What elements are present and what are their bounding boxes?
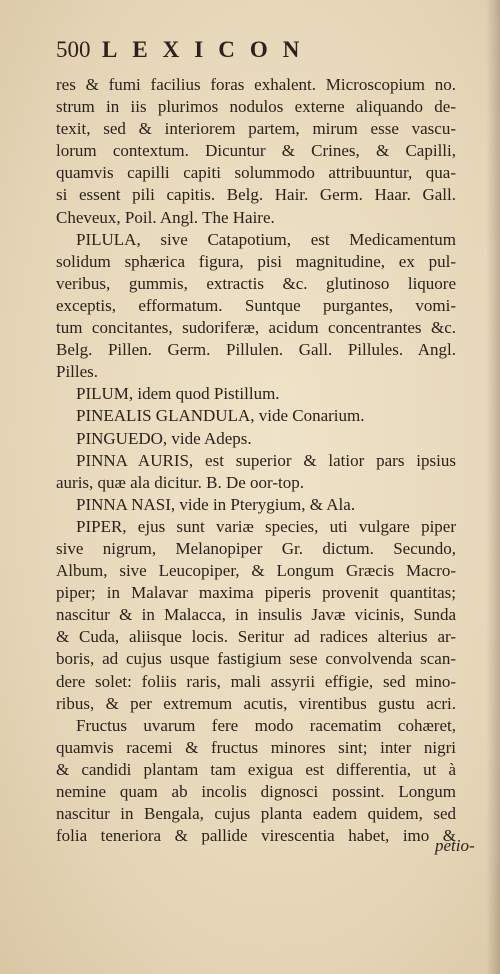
page-number: 500 (56, 37, 91, 62)
text-line: Belg. Pillen. Germ. Pillulen. Gall. Pillules. Angl. (56, 340, 456, 360)
text-line: lorum contextum. Dicuntur & Crines, & Capilli, (56, 141, 456, 161)
text-line: solidum sphærica figura, pisi magnitudine, ex pul- (56, 251, 456, 271)
text-line: Fructus uvarum fere modo racematim cohæret, (76, 715, 456, 735)
text-line: Cheveux, Poil. Angl. The Haire. (56, 207, 275, 227)
body-text (56, 74, 456, 847)
entry-heading-line: PILUM, idem quod Pistillum. (76, 384, 280, 404)
entry-heading-line: PINEALIS GLANDULA, vide Conarium. (76, 406, 365, 426)
text-line: veribus, gummis, extractis &c. glutinoso liquore (56, 273, 456, 293)
text-line: auris, quæ ala dicitur. B. De oor-top. (56, 472, 305, 492)
text-line: si essent pili capitis. Belg. Hair. Germ. Haar. Gall. (56, 185, 456, 205)
text-line: nascitur in Bengala, cujus planta eadem quidem, sed (56, 804, 456, 824)
text-line: dere solet: foliis raris, mali assyrii effigie, sed mino- (56, 671, 456, 691)
entry-heading-line: PINNA AURIS, est superior & latior pars ipsius (76, 450, 456, 470)
running-title: LEXICON (102, 37, 315, 62)
text-line: boris, ad cujus usque fastigium sese convolvenda scan- (56, 649, 456, 669)
text-line: strum in iis plurimos nodulos externe aliquando de- (56, 97, 456, 117)
text-line: ribus, & per extremum acutis, virentibus gustu acri. (56, 693, 456, 713)
text-line: sive nigrum, Melanopiper Gr. dictum. Secundo, (56, 538, 456, 558)
text-line: quamvis capilli capiti solummodo attribuuntur, qua- (56, 163, 456, 183)
text-line: tum concitantes, sudoriferæ, acidum concentrantes &c. (56, 318, 456, 338)
text-line: piper; in Malavar maxima piperis provenit quantitas; (56, 583, 456, 603)
text-line: exceptis, efformatum. Suntque purgantes, vomi- (56, 295, 456, 315)
text-line: folia teneriora & pallide virescentia habet, imo & (56, 826, 456, 846)
text-line: Pilles. (56, 362, 99, 382)
page-gutter-shadow (486, 0, 500, 974)
text-line: res & fumi facilius foras exhalent. Microscopium no. (56, 75, 456, 94)
page-header (56, 36, 416, 64)
text-line: & Cuda, aliisque locis. Seritur ad radices alterius ar- (56, 627, 456, 647)
text-line: & candidi plantam tam exigua est differentia, ut à (56, 759, 456, 779)
text-line: Album, sive Leucopiper, & Longum Græcis Macro- (56, 561, 456, 581)
text-line: quamvis racemi & fructus minores sint; inter nigri (56, 737, 456, 757)
entry-heading-line: PINGUEDO, vide Adeps. (76, 428, 252, 448)
entry-heading-line: PILULA, sive Catapotium, est Medicamentum (76, 229, 456, 249)
text-line: nascitur & in Malacca, in insulis Javæ vicinis, Sunda (56, 605, 456, 625)
catchword: petio- (435, 836, 475, 855)
entry-heading-line: PINNA NASI, vide in Pterygium, & Ala. (76, 494, 356, 514)
text-line: texit, sed & interiorem partem, mirum esse vascu- (56, 119, 456, 139)
text-line: nemine quam ab incolis dignosci possint. Longum (56, 782, 456, 801)
entry-heading-line: PIPER, ejus sunt variæ species, uti vulgare piper (76, 516, 456, 536)
